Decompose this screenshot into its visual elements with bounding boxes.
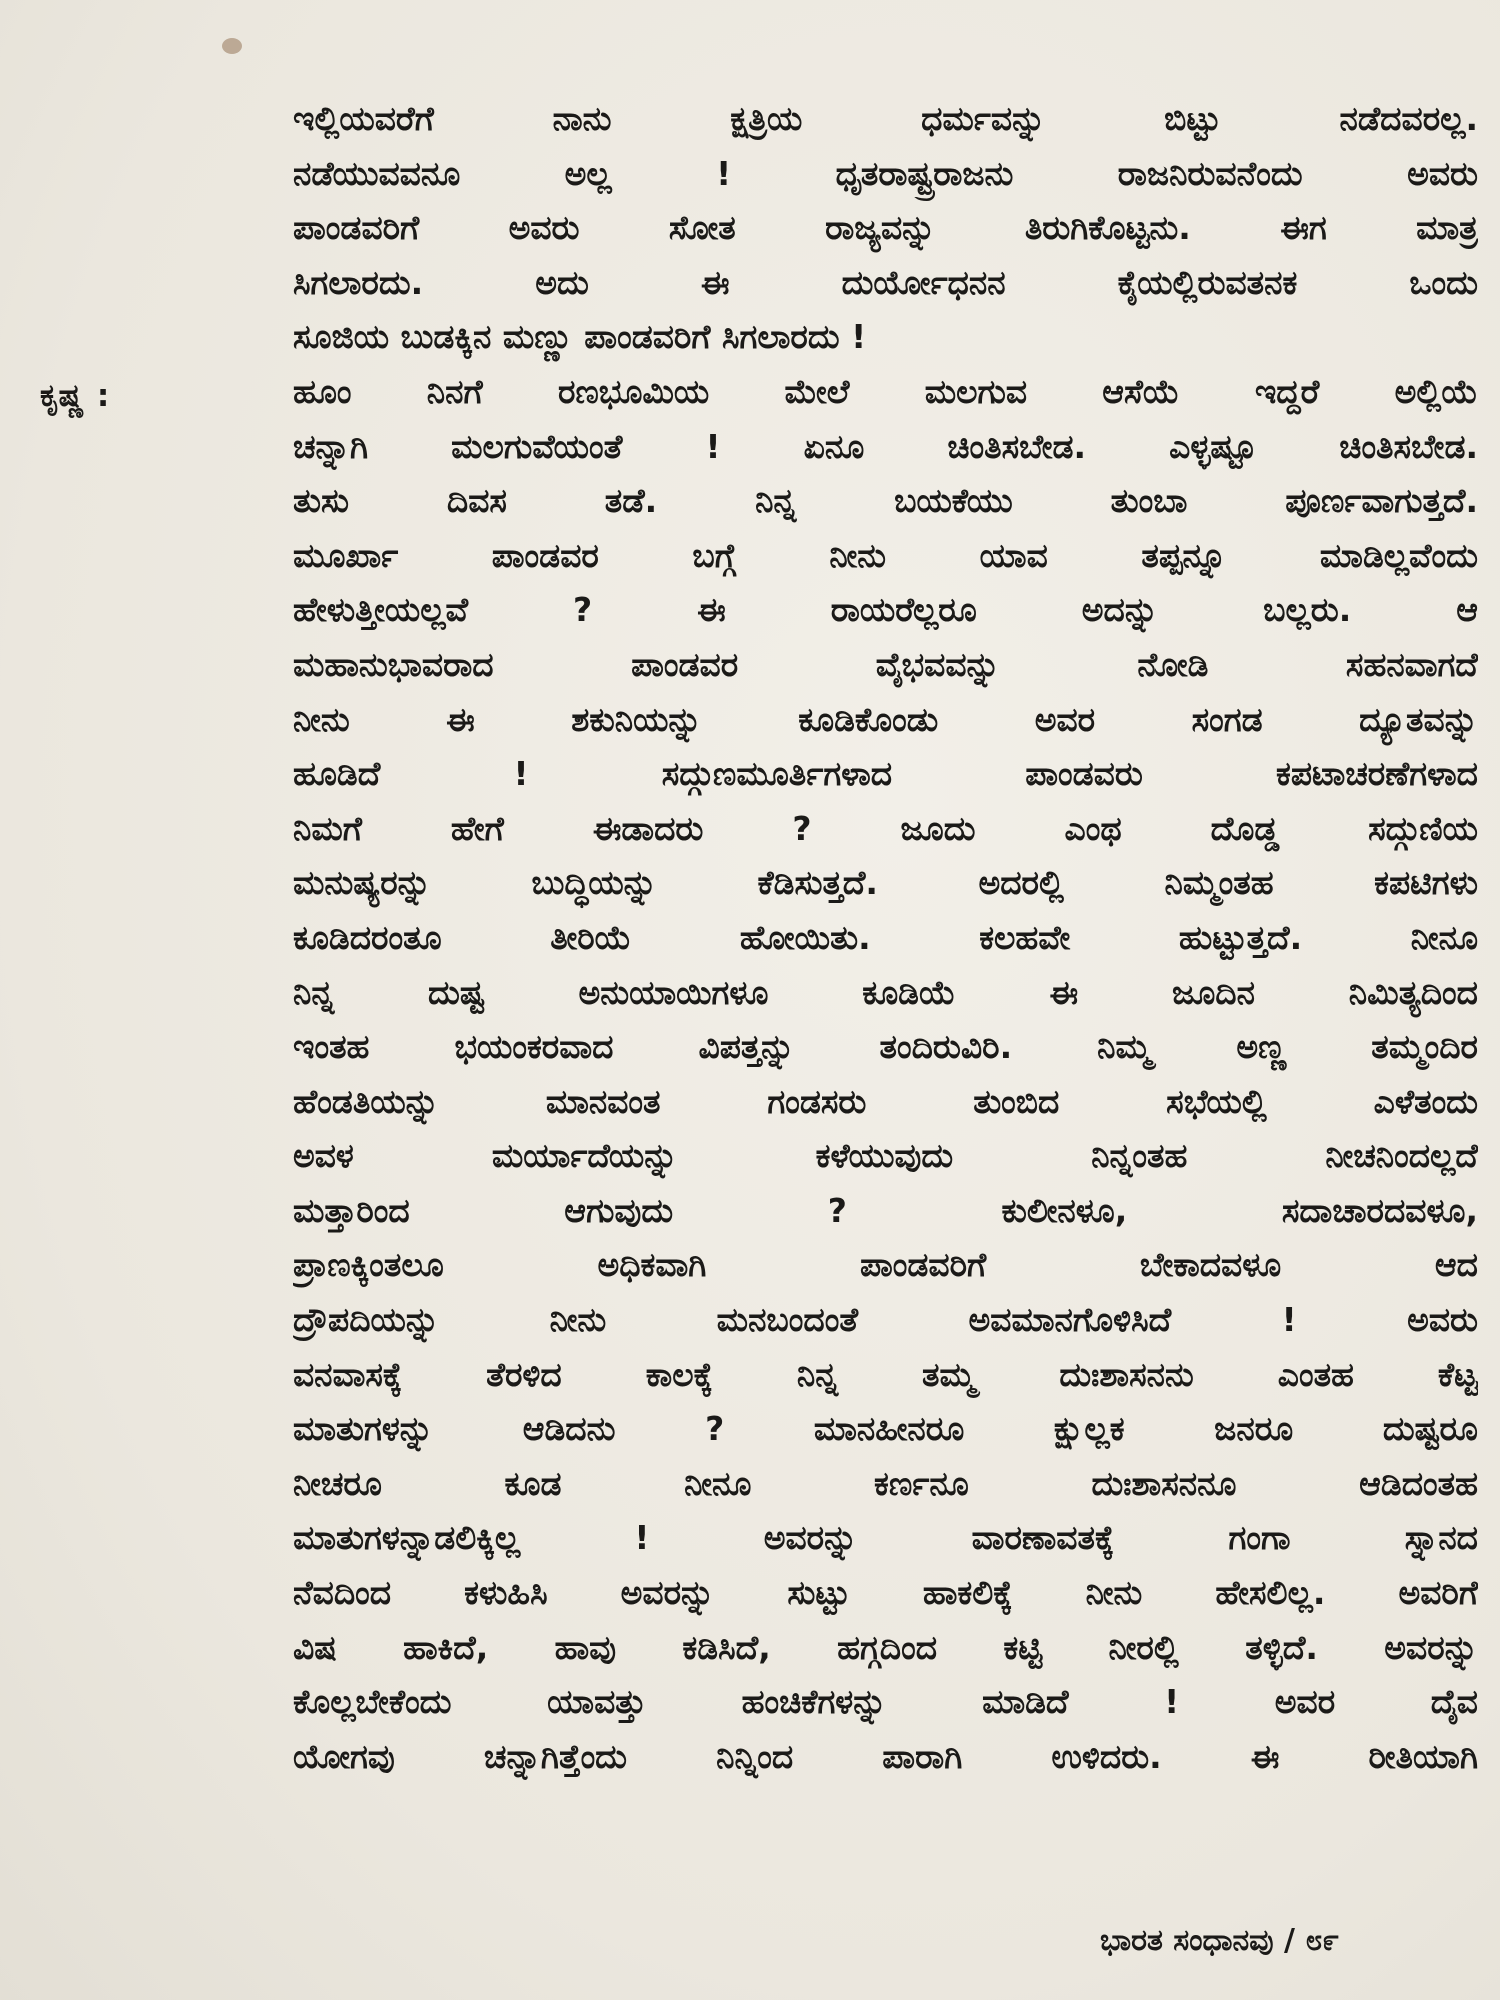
running-footer: ಭಾರತ ಸಂಧಾನವು / ೮೯ [1100, 1923, 1340, 1958]
text-line: ಮನುಷ್ಯರನ್ನು ಬುದ್ಧಿಯನ್ನು ಕೆಡಿಸುತ್ತದೆ. ಅದರಲ್ಲಿ ನಿಮ್ಮಂತಹ ಕಪಟಿಗಳು [293, 863, 1478, 903]
text-line: ಇಲ್ಲಿಯವರೆಗೆ ನಾನು ಕ್ಷತ್ರಿಯ ಧರ್ಮವನ್ನು ಬಿಟ್ಟು ನಡೆದವರಲ್ಲ. [293, 99, 1478, 138]
text-line: ನೆವದಿಂದ ಕಳುಹಿಸಿ ಅವರನ್ನು ಸುಟ್ಟು ಹಾಕಲಿಕ್ಕೆ ನೀನು ಹೇಸಲಿಲ್ಲ. ಅವರಿಗೆ [293, 1573, 1478, 1613]
text-line: ಸಿಗಲಾರದು. ಅದು ಈ ದುರ್ಯೋಧನನ ಕೈಯಲ್ಲಿರುವತನಕ ಒಂದು [293, 262, 1478, 302]
body-text [293, 92, 1478, 1784]
text-line: ವನವಾಸಕ್ಕೆ ತೆರಳಿದ ಕಾಲಕ್ಕೆ ನಿನ್ನ ತಮ್ಮ ದುಃಶಾಸನನು ಎಂತಹ ಕೆಟ್ಟ [293, 1354, 1478, 1394]
text-line: ಸೂಜಿಯ ಬುಡಕ್ಕಿನ ಮಣ್ಣು ಪಾಂಡವರಿಗೆ ಸಿಗಲಾರದು ! [293, 317, 867, 357]
speaker-label: ಕೃಷ್ಣ : [40, 378, 111, 414]
text-line: ಹೂಡಿದೆ ! ಸದ್ಗುಣಮೂರ್ತಿಗಳಾದ ಪಾಂಡವರು ಕಪಟಾಚರಣೆಗಳಾದ [293, 754, 1478, 794]
text-line: ಹೂಂ ನಿನಗೆ ರಣಭೂಮಿಯ ಮೇಲೆ ಮಲಗುವ ಆಸೆಯೆ ಇದ್ದರೆ ಅಲ್ಲಿಯೆ [293, 371, 1478, 411]
text-line: ನೀಚರೂ ಕೂಡ ನೀನೂ ಕರ್ಣನೂ ದುಃಶಾಸನನೂ ಆಡಿದಂತಹ [293, 1463, 1478, 1503]
text-line: ವಿಷ ಹಾಕಿದೆ, ಹಾವು ಕಡಿಸಿದೆ, ಹಗ್ಗದಿಂದ ಕಟ್ಟಿ ನೀರಲ್ಲಿ ತಳ್ಳಿದೆ. ಅವರನ್ನು [293, 1627, 1478, 1667]
ink-spot [222, 38, 242, 54]
text-line: ಕೂಡಿದರಂತೂ ತೀರಿಯೆ ಹೋಯಿತು. ಕಲಹವೇ ಹುಟ್ಟುತ್ತದೆ. ನೀನೂ [293, 917, 1478, 957]
text-line: ಮಹಾನುಭಾವರಾದ ಪಾಂಡವರ ವೈಭವವನ್ನು ನೋಡಿ ಸಹನವಾಗದೆ [293, 644, 1478, 684]
text-line: ಹೆಂಡತಿಯನ್ನು ಮಾನವಂತ ಗಂಡಸರು ತುಂಬಿದ ಸಭೆಯಲ್ಲಿ ಎಳೆತಂದು [293, 1081, 1478, 1121]
text-line: ಮಾತುಗಳನ್ನು ಆಡಿದನು ? ಮಾನಹೀನರೂ ಕ್ಷುಲ್ಲಕ ಜನರೂ ದುಷ್ಟರೂ [293, 1409, 1478, 1449]
text-line: ನಡೆಯುವವನೂ ಅಲ್ಲ ! ಧೃತರಾಷ್ಟ್ರರಾಜನು ರಾಜನಿರುವನೆಂದು ಅವರು [293, 153, 1478, 193]
text-line: ಕೊಲ್ಲಬೇಕೆಂದು ಯಾವತ್ತು ಹಂಚಿಕೆಗಳನ್ನು ಮಾಡಿದೆ ! ಅವರ ದೈವ [293, 1682, 1478, 1722]
text-line: ಮಾತುಗಳನ್ನಾಡಲಿಕ್ಕಿಲ್ಲ ! ಅವರನ್ನು ವಾರಣಾವತಕ್ಕೆ ಗಂಗಾ ಸ್ನಾನದ [293, 1518, 1478, 1558]
text-line: ಪ್ರಾಣಕ್ಕಿಂತಲೂ ಅಧಿಕವಾಗಿ ಪಾಂಡವರಿಗೆ ಬೇಕಾದವಳೂ ಆದ [293, 1245, 1478, 1285]
text-line: ನೀನು ಈ ಶಕುನಿಯನ್ನು ಕೂಡಿಕೊಂಡು ಅವರ ಸಂಗಡ ದ್ಯೂತವನ್ನು [293, 699, 1478, 739]
text-line: ಮೂರ್ಖಾ ಪಾಂಡವರ ಬಗ್ಗೆ ನೀನು ಯಾವ ತಪ್ಪನ್ನೂ ಮಾಡಿಲ್ಲವೆಂದು [293, 535, 1478, 575]
text-line: ಇಂತಹ ಭಯಂಕರವಾದ ವಿಪತ್ತನ್ನು ತಂದಿರುವಿರಿ. ನಿಮ್ಮ ಅಣ್ಣ ತಮ್ಮಂದಿರ [293, 1027, 1478, 1067]
text-line: ಮತ್ತಾರಿಂದ ಆಗುವುದು ? ಕುಲೀನಳೂ, ಸದಾಚಾರದವಳೂ, [293, 1190, 1478, 1230]
text-line: ತುಸು ದಿವಸ ತಡೆ. ನಿನ್ನ ಬಯಕೆಯು ತುಂಬಾ ಪೂರ್ಣವಾಗುತ್ತದೆ. [293, 481, 1478, 521]
text-line: ಪಾಂಡವರಿಗೆ ಅವರು ಸೋತ ರಾಜ್ಯವನ್ನು ತಿರುಗಿಕೊಟ್ಟನು. ಈಗ ಮಾತ್ರ [293, 208, 1478, 248]
text-line: ನಿಮಗೆ ಹೇಗೆ ಈಡಾದರು ? ಜೂದು ಎಂಥ ದೊಡ್ಡ ಸದ್ಗುಣಿಯ [293, 808, 1478, 848]
text-line: ನಿನ್ನ ದುಷ್ಟ ಅನುಯಾಯಿಗಳೂ ಕೂಡಿಯೆ ಈ ಜೂದಿನ ನಿಮಿತ್ಯದಿಂದ [293, 972, 1478, 1012]
text-line: ಅವಳ ಮರ್ಯಾದೆಯನ್ನು ಕಳೆಯುವುದು ನಿನ್ನಂತಹ ನೀಚನಿಂದಲ್ಲದೆ [293, 1136, 1478, 1176]
text-line: ದ್ರೌಪದಿಯನ್ನು ನೀನು ಮನಬಂದಂತೆ ಅವಮಾನಗೊಳಿಸಿದೆ ! ಅವರು [293, 1300, 1478, 1340]
text-line: ಚನ್ನಾಗಿ ಮಲಗುವೆಯಂತೆ ! ಏನೂ ಚಿಂತಿಸಬೇಡ. ಎಳ್ಳಷ್ಟೂ ಚಿಂತಿಸಬೇಡ. [293, 426, 1478, 466]
text-line: ಹೇಳುತ್ತೀಯಲ್ಲವೆ ? ಈ ರಾಯರೆಲ್ಲರೂ ಅದನ್ನು ಬಲ್ಲರು. ಆ [293, 590, 1478, 630]
text-line: ಯೋಗವು ಚನ್ನಾಗಿತ್ತೆಂದು ನಿನ್ನಿಂದ ಪಾರಾಗಿ ಉಳಿದರು. ಈ ರೀತಿಯಾಗಿ [293, 1736, 1478, 1776]
